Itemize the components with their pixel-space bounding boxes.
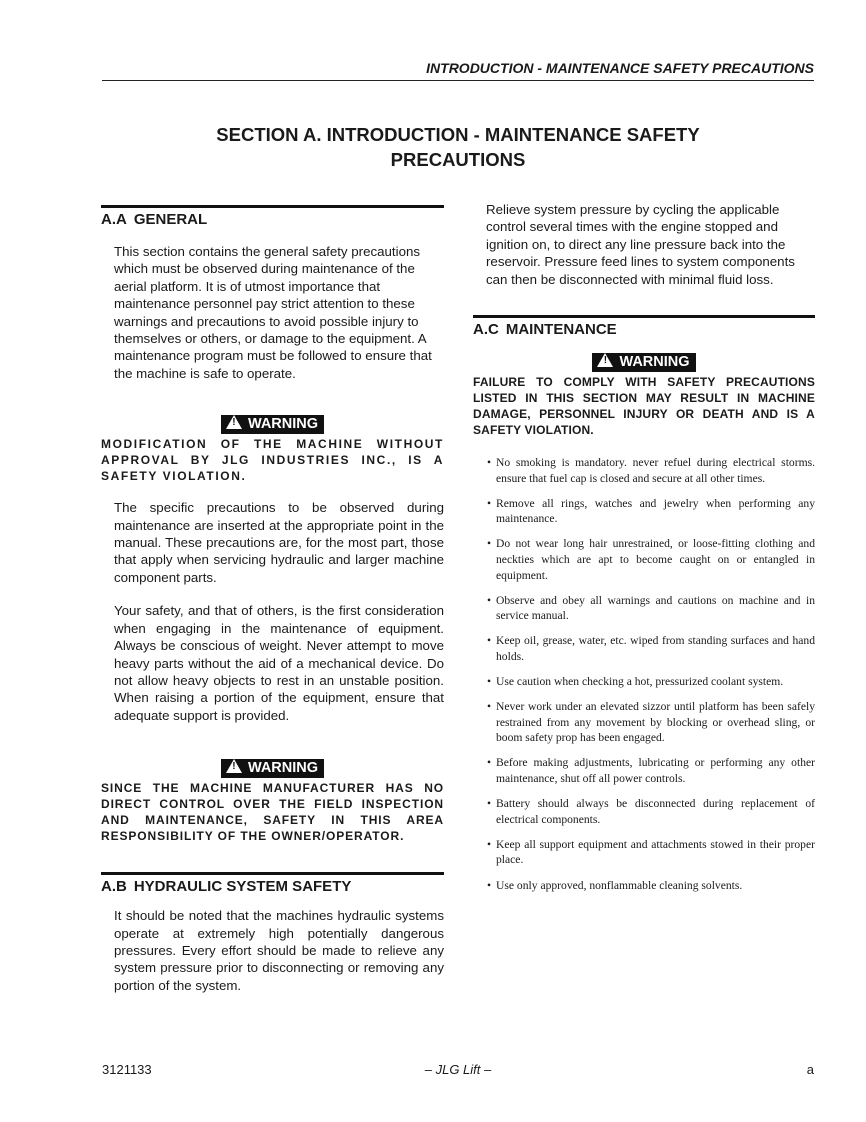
list-item-text: Use only approved, nonflammable cleaning solvents.: [496, 878, 743, 892]
general-paragraph: This section contains the general safety precautions which must be observed during maintenance of the aerial platform. It is of utmost importance that maintenance personnel pay strict attention to these warnings and precautions to avoid possible injury to themselves or others, or damage to the equipment. A maintenance program must be followed to ensure that the machine is safe to operate.: [114, 244, 432, 381]
warning-label: [221, 759, 324, 778]
list-item-text: Use caution when checking a hot, pressurized coolant system.: [496, 675, 784, 689]
list-item-text: No smoking is mandatory. never refuel during electrical storms. ensure that fuel cap is closed and secure at all other times.: [496, 456, 815, 485]
bullet-icon: •: [487, 634, 492, 648]
list-item-text: Before making adjustments, lubricating or performing any other maintenance, shut off all power controls.: [496, 756, 815, 786]
list-item: [487, 837, 815, 868]
bullet-icon: •: [487, 700, 492, 714]
list-item-text: Keep all support equipment and attachments stowed in their proper place.: [496, 837, 815, 867]
page-footer: [102, 1062, 814, 1080]
list-item-text: Observe and obey all warnings and cautions on machine and in service manual.: [496, 593, 815, 623]
warning-label: [221, 415, 324, 434]
bullet-icon: •: [487, 878, 492, 892]
warning-label-text: WARNING: [247, 760, 319, 777]
safety-paragraph: Your safety, and that of others, is the first consideration when engaging in the maintenance of equipment. Always be conscious of weight. Never attempt to move heavy parts without the aid of a mechanical device. Do not allow heavy objects to rest in an unstable position. When raising a portion of the equipment, ensure that adequate support is provided.: [114, 603, 444, 723]
list-item: [487, 633, 815, 664]
list-item: [487, 755, 815, 786]
list-item-text: Never work under an elevated sizzor until platform has been safely restrained from any movement by blocking or overhead sling, or boom safety prop has been engaged.: [496, 700, 815, 745]
warning-triangle-icon: !: [226, 415, 242, 429]
maintenance-bullet-list: [473, 455, 815, 893]
page-title: [102, 122, 814, 172]
footer-brand: – JLG Lift –: [424, 1062, 492, 1077]
warning-triangle-icon: !: [226, 759, 242, 773]
list-item: [487, 496, 815, 527]
list-item: [487, 593, 815, 624]
page-title-line2: PRECAUTIONS: [390, 149, 526, 170]
bullet-icon: •: [487, 496, 492, 510]
bullet-icon: •: [487, 675, 492, 689]
bullet-icon: •: [487, 456, 492, 470]
hydraulic-paragraph-continued: Relieve system pressure by cycling the applicable control several times with the engine stopped and ignition on, to direct any line pressure back into the reservoir. Pressure feed lines to system components can then be disconnected with minimal fluid loss.: [486, 202, 795, 287]
running-header: INTRODUCTION - MAINTENANCE SAFETY PRECAUTIONS: [102, 60, 814, 81]
warning-badge-3: [473, 353, 815, 372]
document-number: 3121133: [102, 1062, 152, 1077]
list-item: [487, 796, 815, 827]
list-item: [487, 699, 815, 746]
section-number: A.A: [101, 211, 127, 228]
warning-badge-2: [101, 759, 444, 778]
page-number: a: [806, 1062, 814, 1077]
warning-label-text: WARNING: [247, 416, 319, 433]
list-item: [487, 536, 815, 583]
section-heading-text: GENERAL: [133, 211, 208, 228]
section-number: A.B: [101, 878, 127, 896]
right-column: [473, 201, 815, 903]
bullet-icon: •: [487, 837, 492, 851]
section-heading-general: [101, 205, 444, 229]
warning-badge-1: [101, 415, 444, 434]
list-item-text: Battery should always be disconnected during replacement of electrical components.: [496, 797, 815, 826]
list-item-text: Remove all rings, watches and jewelry when performing any maintenance.: [496, 496, 815, 526]
hydraulic-paragraph: It should be noted that the machines hydraulic systems operate at extremely high potentially dangerous pressures. Every effort should be made to relieve any system pressure prior to disconnecting or removing any portion of the system.: [114, 908, 444, 993]
warning-triangle-icon: !: [597, 353, 613, 367]
list-item-text: Keep oil, grease, water, etc. wiped from standing surfaces and hand holds.: [496, 634, 815, 663]
bullet-icon: •: [487, 537, 492, 551]
page-title-line1: SECTION A. INTRODUCTION - MAINTENANCE SAFETY: [216, 124, 700, 145]
warning-label-text: WARNING: [619, 354, 690, 371]
list-item: [487, 878, 815, 894]
section-heading-maintenance: [473, 315, 815, 339]
warning-text-3: FAILURE TO COMPLY WITH SAFETY PRECAUTIONS LISTED IN THIS SECTION MAY RESULT IN MACHINE DAMAGE, PERSONNEL INJURY OR DEATH AND IS A SAFETY VIOLATION.: [473, 375, 815, 438]
section-heading-hydraulic: [101, 872, 444, 896]
list-item: [487, 455, 815, 486]
list-item-text: Do not wear long hair unrestrained, or loose-fitting clothing and neckties which are apt to become caught on or entangled in equipment.: [496, 537, 815, 582]
bullet-icon: •: [487, 593, 492, 607]
section-heading-text: MAINTENANCE: [505, 321, 617, 339]
list-item: [487, 674, 815, 690]
warning-text-2: SINCE THE MACHINE MANUFACTURER HAS NO DIRECT CONTROL OVER THE FIELD INSPECTION AND MAINTENANCE, SAFETY IN THIS AREA RESPONSIBILITY OF THE OWNER/OPERATOR.: [101, 781, 444, 844]
section-heading-text: HYDRAULIC SYSTEM SAFETY: [133, 878, 352, 896]
bullet-icon: •: [487, 797, 492, 811]
left-column: [101, 205, 444, 994]
section-number: A.C: [473, 321, 499, 339]
precautions-paragraph: The specific precautions to be observed during maintenance are inserted at the appropriate point in the manual. These precautions are, for the most part, those that apply when servicing hydraulic and larger machine component parts.: [114, 500, 444, 585]
bullet-icon: •: [487, 756, 492, 770]
warning-text-1: MODIFICATION OF THE MACHINE WITHOUT APPROVAL BY JLG INDUSTRIES INC., IS A SAFETY VIOLATION.: [101, 437, 444, 484]
warning-label: [592, 353, 695, 372]
